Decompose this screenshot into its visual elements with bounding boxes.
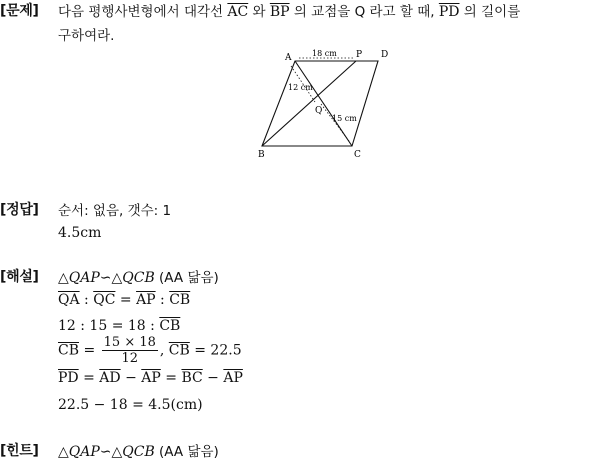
similarity-statement: △QAP∽△QCB	[58, 270, 155, 286]
point-label-p: P	[356, 50, 363, 60]
minus-sign: −	[202, 370, 224, 386]
segment-cb: $\overline{CB}$	[168, 342, 190, 359]
segment-bc: $\overline{BC}$	[181, 370, 203, 386]
segment-qa: $\overline{QA}$	[58, 292, 80, 308]
segment-ap: $\overline{AP}$	[223, 370, 243, 386]
length-label-aq: 12 cm	[288, 83, 313, 92]
solution-line6: 22.5 − 18 = 4.5(cm)	[58, 397, 203, 413]
solution-line3	[58, 318, 180, 334]
solution-line2	[58, 292, 190, 308]
length-label-qc: 15 cm	[332, 114, 357, 123]
solution-line5	[58, 370, 243, 386]
segment-pd: $\overline{PD}$	[58, 370, 79, 386]
point-label-d: D	[381, 50, 389, 60]
equals-sign: =	[79, 342, 100, 359]
segment-cb: $\overline{CB}$	[58, 342, 79, 359]
segment-ac: $\overline{AC}$	[227, 4, 249, 20]
problem-label: [문제]	[0, 3, 39, 19]
minus-sign: −	[120, 370, 142, 386]
parallelogram-figure	[255, 44, 395, 162]
problem-text-part: 의 교점을 Q 라고 할 때,	[289, 4, 439, 20]
fraction	[102, 335, 158, 366]
diagonal-ac	[295, 61, 352, 146]
solution-line4	[58, 335, 242, 366]
ratio-sep: :	[79, 292, 94, 308]
cb-value: = 22.5	[189, 342, 242, 359]
answer-label: [정답]	[0, 202, 39, 218]
similarity-statement: △QAP∽△QCB	[58, 444, 155, 460]
line-bp	[262, 61, 356, 146]
segment-qc: $\overline{QC}$	[93, 292, 116, 308]
fraction-numerator: 15 × 18	[103, 335, 156, 350]
problem-text-part: 와	[248, 4, 270, 20]
solution-line1	[58, 266, 219, 286]
segment-ap: $\overline{AP}$	[141, 370, 161, 386]
ratio-sep: :	[155, 292, 170, 308]
answer-line2: 4.5cm	[58, 225, 102, 241]
point-label-a: A	[285, 53, 292, 63]
equals-sign: =	[160, 370, 182, 386]
answer-line1: 순서: 없음, 갯수: 1	[58, 203, 172, 219]
parallelogram-outline	[262, 61, 378, 146]
point-label-q: Q	[315, 106, 323, 116]
point-label-b: B	[258, 150, 265, 160]
problem-text-line1	[58, 0, 520, 20]
problem-text-line2: 구하여라.	[58, 28, 115, 44]
fraction-denominator: 12	[121, 351, 139, 366]
ratio-equation: 12 : 15 = 18 :	[58, 318, 160, 334]
segment-ad: $\overline{AD}$	[99, 370, 121, 386]
similarity-reason: (AA 닮음)	[154, 270, 219, 286]
segment-bp: $\overline{BP}$	[269, 4, 290, 20]
equals-sign: =	[78, 370, 100, 386]
solution-label: [해설]	[0, 269, 39, 285]
length-label-ap: 18 cm	[312, 49, 337, 58]
point-label-c: C	[354, 150, 361, 160]
hint-label: [힌트]	[0, 443, 39, 459]
separator: ,	[159, 342, 169, 359]
problem-text-part: 의 길이를	[459, 4, 521, 20]
similarity-reason: (AA 닮음)	[154, 444, 219, 460]
segment-ap: $\overline{AP}$	[136, 292, 156, 308]
hint-line	[58, 440, 219, 460]
problem-text-part: 다음 평행사변형에서 대각선	[58, 4, 228, 20]
segment-cb: $\overline{CB}$	[159, 318, 181, 334]
segment-pd: $\overline{PD}$	[438, 4, 460, 20]
equals-sign: =	[115, 292, 137, 308]
segment-cb: $\overline{CB}$	[169, 292, 191, 308]
